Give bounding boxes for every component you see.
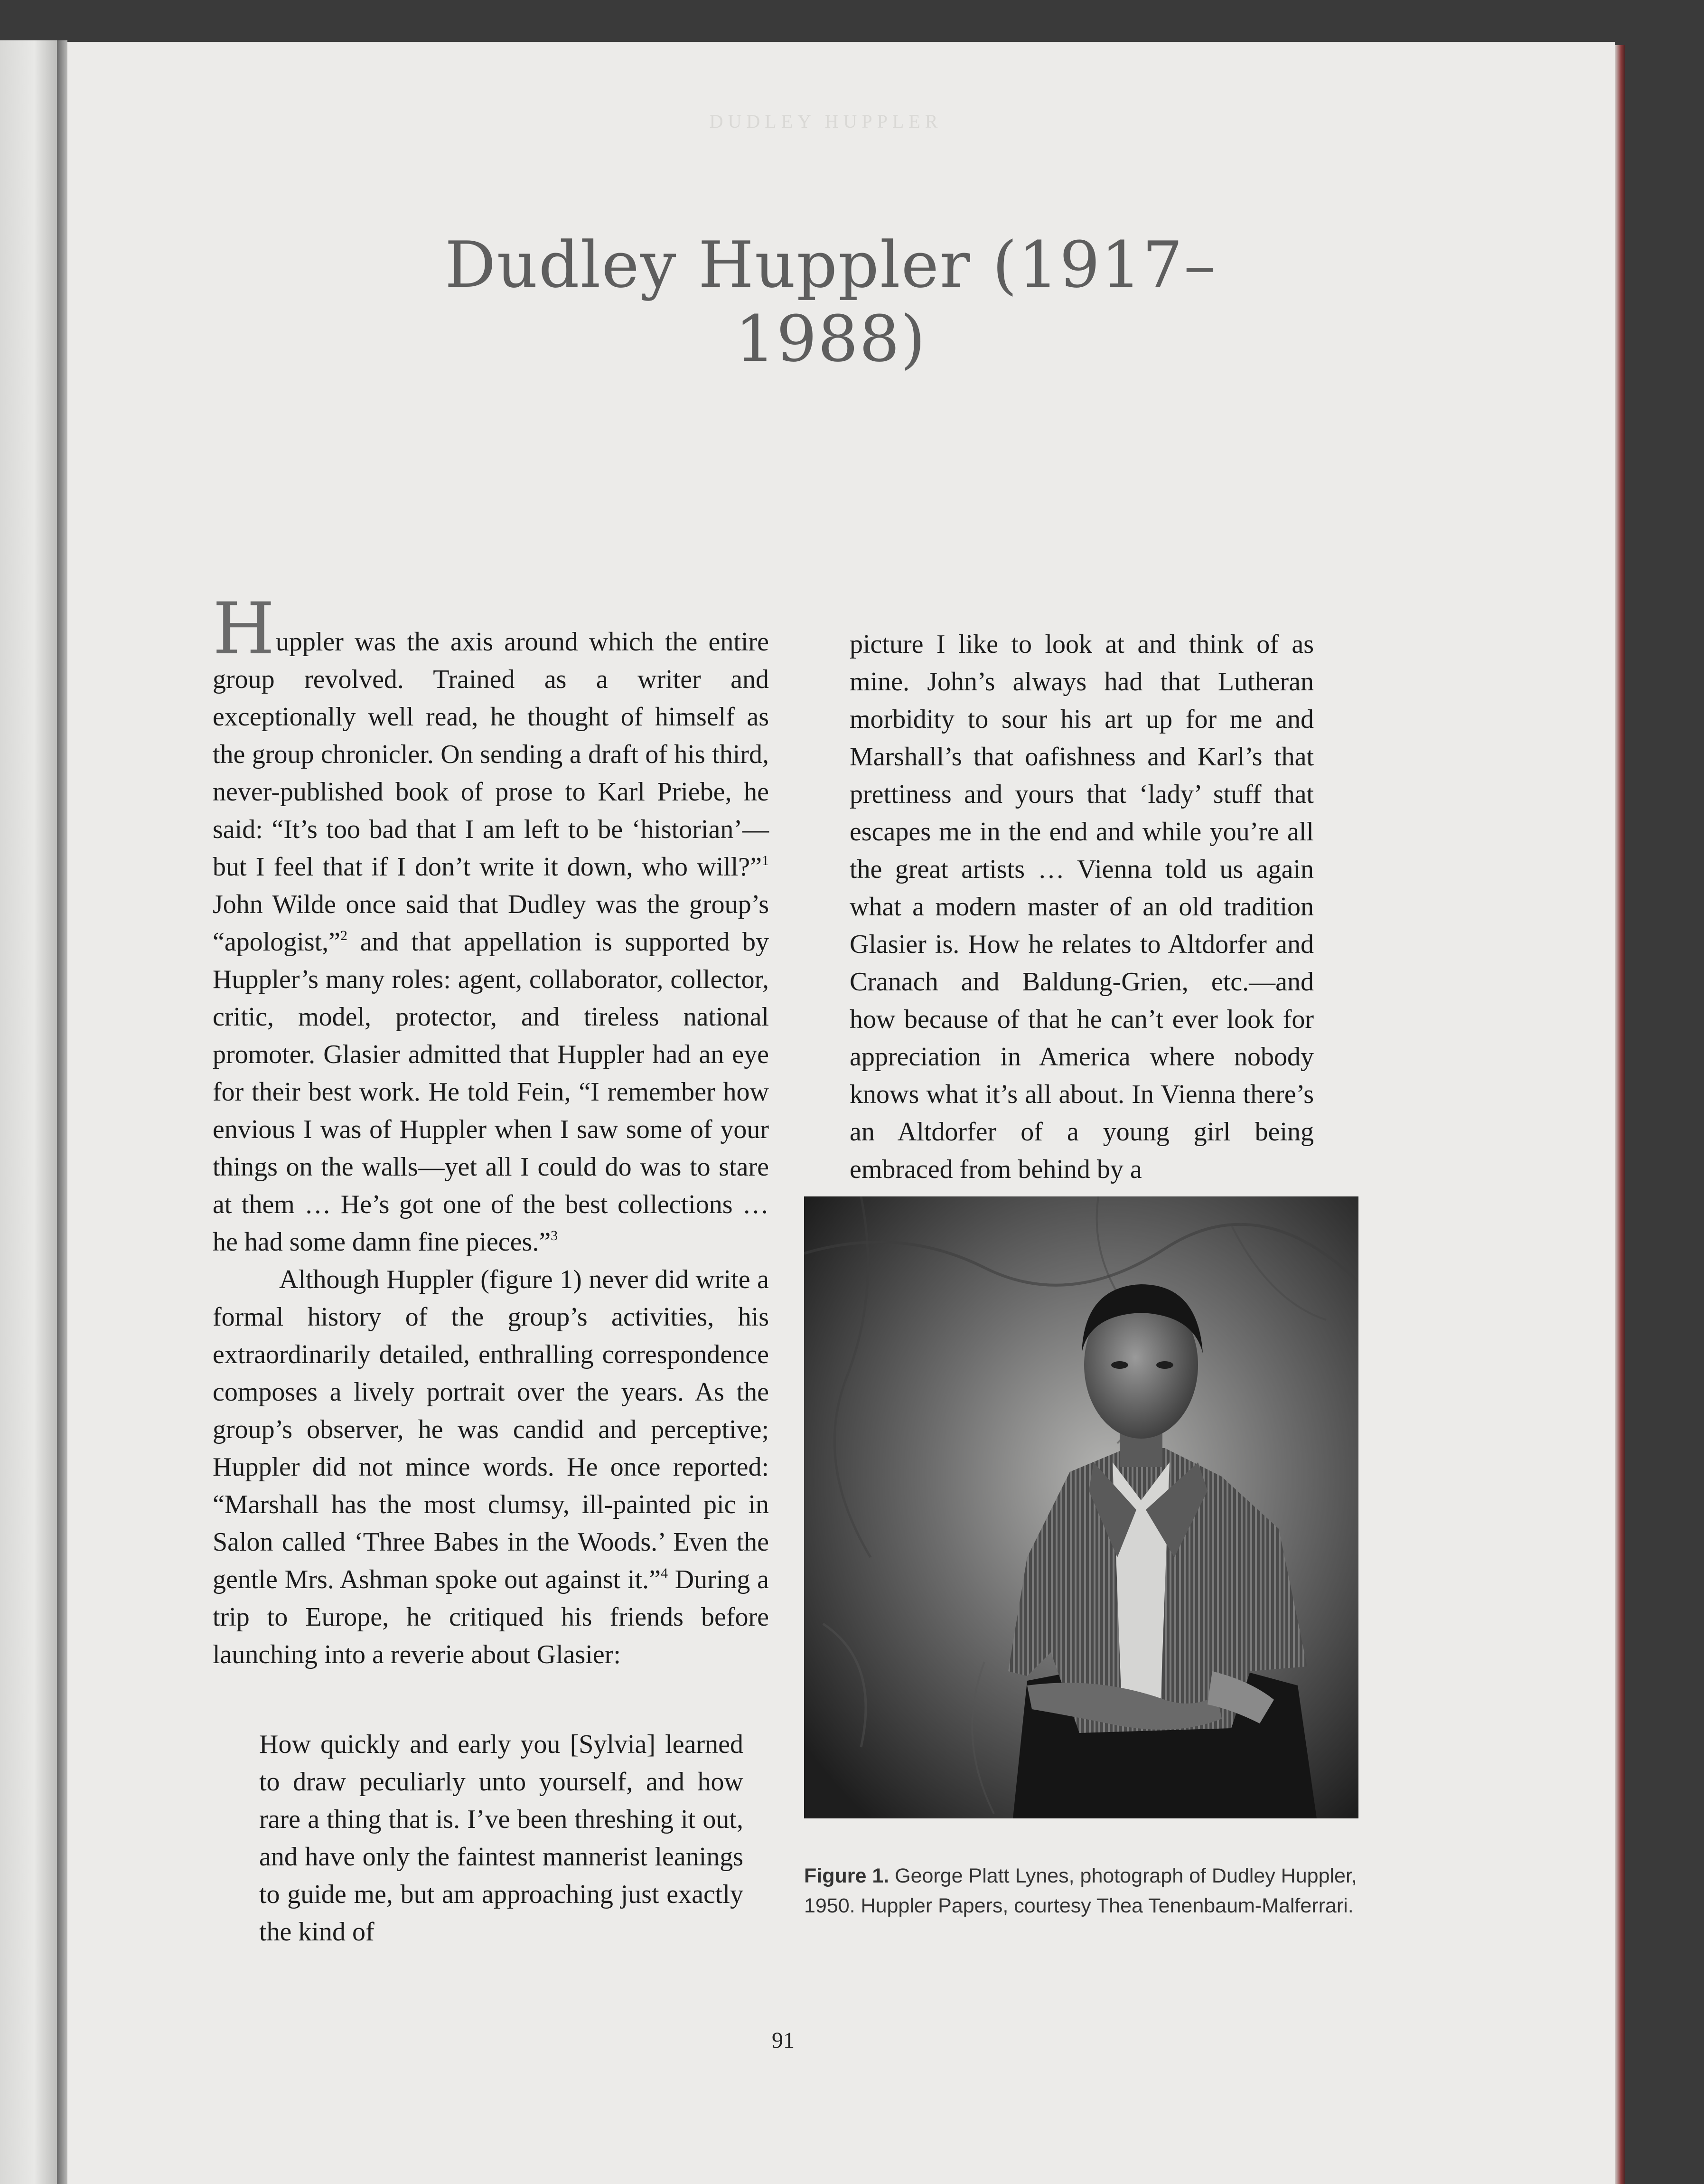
figure-caption-text: George Platt Lynes, photograph of Dudley Huppler, 1950. Huppler Papers, courtesy Thea Tenenbaum-Malferrari. bbox=[804, 1864, 1357, 1917]
page-number: 91 bbox=[772, 2028, 795, 2053]
paragraph-1 bbox=[213, 588, 769, 1261]
chapter-title: Dudley Huppler (1917–1988) bbox=[445, 228, 1217, 376]
left-page-edge bbox=[0, 40, 57, 2184]
paragraph-2-text-a: Although Huppler (figure 1) never did write a formal history of the group’s activities, his extraordinarily detailed, enthralling correspondence composes a lively portrait over the years. As the group’s observer, he was candid and perceptive; Huppler did not mince words. He once reported: “Marshall has the most clumsy, ill-painted pic in Salon called ‘Three Babes in the Woods.’ Even the gentle Mrs. Ashman spoke out against it.” bbox=[213, 1265, 769, 1594]
drop-cap: H bbox=[213, 588, 275, 670]
right-text-column: picture I like to look at and think of as mine. John’s always had that Lutheran morbidity to sour his art up for me and Marshall’s that oafishness and Karl’s that prettiness and yours that ‘lady’ stuff that escapes me in the end and while you’re all the great artists … Vienna told us again what a modern master of an old tradition Glasier is. How he relates to Altdorfer and Cranach and Baldung-Grien, etc.—and how because of that he can’t ever look for appreciation in America where nobody knows what it’s all about. In Vienna there’s an Altdorfer of a young girl being embraced from behind by a bbox=[850, 630, 1314, 1184]
block-quote: How quickly and early you [Sylvia] learned to draw peculiarly unto yourself, and how rare a thing that is. I’ve been threshing it out, and have only the faintest mannerist leanings to guide me, but am approaching just exactly the kind of bbox=[259, 1730, 743, 1947]
footnote-ref-2[interactable]: 2 bbox=[340, 928, 348, 943]
paragraph-2 bbox=[213, 1261, 769, 1674]
figure-caption bbox=[804, 1861, 1358, 1921]
footnote-ref-3[interactable]: 3 bbox=[551, 1228, 558, 1243]
running-head: DUDLEY HUPPLER bbox=[709, 111, 943, 132]
figure-label: Figure 1. bbox=[804, 1864, 889, 1887]
paragraph-1-text-c: and that appellation is supported by Huppler’s many roles: agent, collaborator, collector, critic, model, protector, and tireless national promoter. Glasier admitted that Huppler had an eye for their best work. He told Fein, “I remember how envious I was of Huppler when I saw some of your things on the walls—yet all I could do was to stare at them … He’s got one of the best collections … he had some damn fine pieces.” bbox=[213, 927, 769, 1257]
figure-1-photograph bbox=[804, 1196, 1358, 1818]
footnote-ref-1[interactable]: 1 bbox=[762, 853, 769, 868]
portrait-illustration bbox=[804, 1196, 1358, 1818]
footnote-ref-4[interactable]: 4 bbox=[660, 1565, 668, 1581]
book-gutter bbox=[57, 40, 67, 2184]
left-text-column bbox=[213, 588, 769, 1951]
right-page-edge bbox=[1615, 45, 1625, 2184]
paragraph-1-text-a: uppler was the axis around which the entire group revolved. Trained as a writer and exceptionally well read, he thought of himself as the group chronicler. On sending a draft of his third, never-published book of prose to Karl Priebe, he said: “It’s too bad that I am left to be ‘historian’—but I feel that if I don’t write it down, who will?” bbox=[213, 627, 769, 882]
paragraph-1-text-b: John Wilde once said that Dudley was the group’s “apologist,” bbox=[213, 890, 769, 957]
paragraph-2-text-b: During a trip to Europe, he critiqued his friends before launching into a reverie about Glasier: bbox=[213, 1565, 769, 1669]
